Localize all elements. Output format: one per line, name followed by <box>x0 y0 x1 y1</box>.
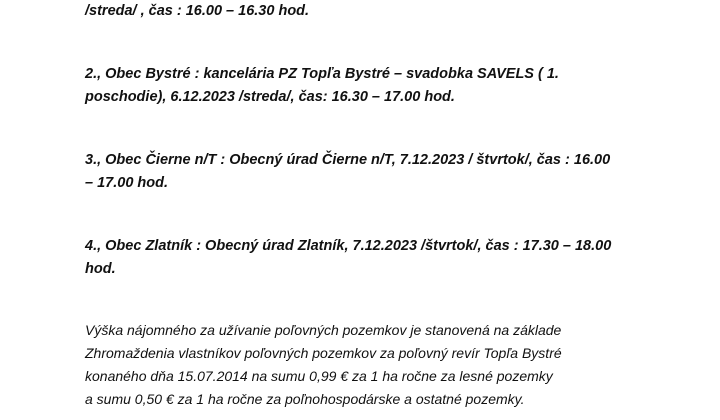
item-2-line-1: 2., Obec Bystré : kancelária PZ Topľa Bystré – svadobka SAVELS ( 1. <box>85 66 559 82</box>
paragraph-line-3: konaného dňa 15.07.2014 na sumu 0,99 € za 1 ha ročne za lesné pozemky <box>85 368 553 384</box>
item-3-line-2: – 17.00 hod. <box>85 175 169 191</box>
paragraph-line-1: Výška nájomného za užívanie poľovných pozemkov je stanovená na základe <box>85 322 562 338</box>
item-4-line-1: 4., Obec Zlatník : Obecný úrad Zlatník, 7.12.2023 /štvrtok/, čas : 17.30 – 18.00 <box>85 238 612 254</box>
paragraph-line-4: a sumu 0,50 € za 1 ha ročne za poľnohospodárske a ostatné pozemky. <box>85 391 525 407</box>
item-2-line-2: poschodie), 6.12.2023 /streda/, čas: 16.30 – 17.00 hod. <box>85 89 455 105</box>
paragraph-line-2: Zhromaždenia vlastníkov poľovných pozemkov za poľovný revír Topľa Bystré <box>85 345 562 361</box>
item-4-line-2: hod. <box>85 261 116 277</box>
item-1-line-1: /streda/ , čas : 16.00 – 16.30 hod. <box>85 3 310 19</box>
item-3-line-1: 3., Obec Čierne n/T : Obecný úrad Čierne n/T, 7.12.2023 / štvrtok/, čas : 16.00 <box>85 152 611 168</box>
